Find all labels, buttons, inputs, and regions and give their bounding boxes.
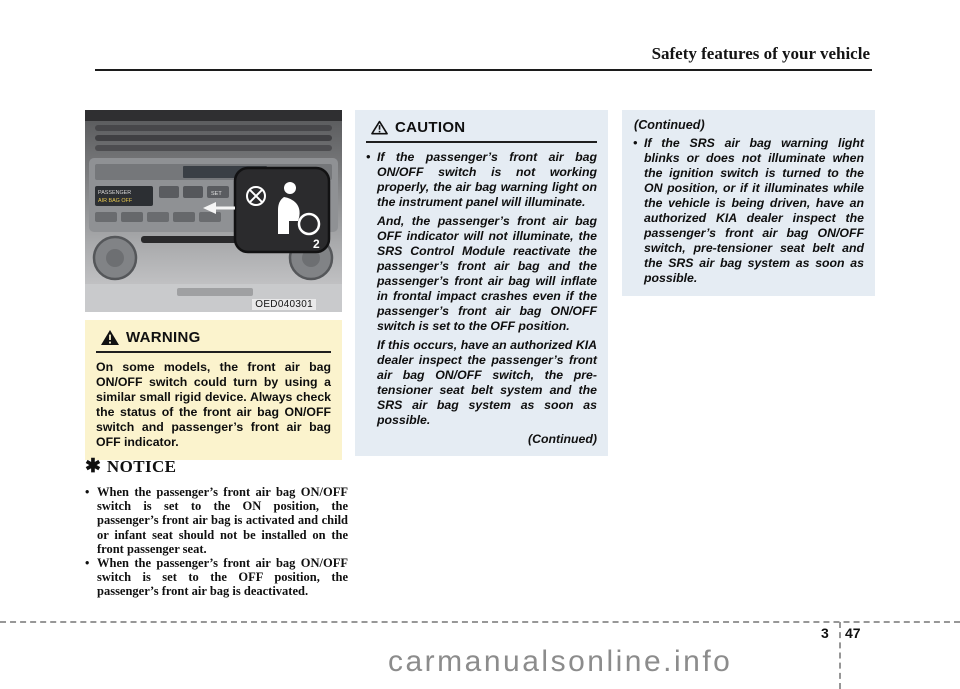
- notice-item: [85, 556, 348, 599]
- watermark: carmanualsonline.info: [388, 645, 733, 678]
- bullet-icon: •: [366, 150, 371, 164]
- caution-bullet-text: If the passenger’s front air bag ON/OFF switch is not working properly, the air bag warning light on the instrument panel will illuminate.: [377, 150, 597, 209]
- caution-title: CAUTION: [395, 119, 466, 136]
- bullet-icon: •: [85, 556, 90, 571]
- warning-body: On some models, the front air bag ON/OFF switch could turn by using a similar small rigid device. Always check the status of the front air bag ON/OFF switch and passenger’s front air bag OFF indicator.: [96, 360, 331, 449]
- notice-star-icon: ✱: [85, 456, 101, 477]
- page-number-divider: [839, 622, 841, 689]
- indicator-number: 2: [313, 237, 320, 251]
- page-number: 47: [845, 625, 861, 641]
- panel-button: [95, 212, 117, 222]
- knob-left-center: [106, 249, 124, 267]
- dashboard-figure: [85, 110, 342, 312]
- bullet-icon: •: [85, 485, 90, 499]
- footer-divider: [0, 621, 960, 623]
- continued-bullet-item: [633, 136, 864, 286]
- lower-slot: [177, 288, 253, 296]
- panel-button: [199, 212, 221, 222]
- continued-bullet-text: If the SRS air bag warning light blinks or does not illuminate when the ignition switch is turned to the ON position, or if it illuminates while the vehicle is being driven, have an authorized KIA dealer inspect the passenger’s front air bag ON/OFF switch, pre-tensioner seat belt and the SRS air bag system as soon as possible.: [644, 136, 864, 285]
- header-divider: [95, 69, 872, 71]
- figure-caption: OED040301: [252, 299, 316, 310]
- caution-paragraph: If this occurs, have an authorized KIA dealer inspect the passenger’s front air bag ON/OFF switch, the pre-tensioner seat belt system and the SRS air bag system as soon as possible.: [377, 338, 597, 427]
- notice-item: [85, 485, 348, 556]
- panel-label-line2: AIR BAG OFF: [98, 198, 133, 204]
- set-button-label: SET: [211, 191, 222, 197]
- panel-button: [183, 186, 203, 198]
- warning-title-row: [96, 328, 331, 353]
- caution-continued-box: [622, 110, 875, 296]
- caution-title-row: [366, 118, 597, 143]
- vent-slat: [95, 145, 332, 151]
- page-header-title: Safety features of your vehicle: [651, 44, 870, 63]
- continued-box-title: (Continued): [634, 118, 705, 132]
- notice-item-text: When the passenger’s front air bag ON/OFF switch is set to the ON position, the passenger’s front air bag is activated and child or infant seat should not be installed on the front passenger seat.: [97, 485, 348, 556]
- caution-exclamation-icon: [371, 120, 388, 135]
- caution-bullet-item: [366, 150, 597, 210]
- panel-label-line1: PASSENGER: [98, 190, 132, 196]
- chapter-number: 3: [821, 625, 829, 641]
- notice-heading: [85, 455, 176, 478]
- warning-box: [85, 320, 342, 460]
- vent-slat: [95, 135, 332, 141]
- panel-button: [173, 212, 195, 222]
- continued-label: (Continued): [528, 432, 597, 446]
- bullet-icon: •: [633, 136, 638, 150]
- caution-box: [355, 110, 608, 456]
- notice-title: NOTICE: [106, 457, 177, 476]
- dash-top-edge: [85, 110, 342, 121]
- warning-triangle-icon: [101, 330, 119, 345]
- panel-button: [147, 212, 169, 222]
- caution-paragraph: And, the passenger’s front air bag OFF indicator will not illuminate, the SRS Control Module reactivate the passenger’s front air bag and the passenger’s front air bag will inflate in frontal impact crashes even if the passenger’s front air bag ON/OFF switch is set to the OFF position.: [377, 214, 597, 333]
- panel-button: [121, 212, 143, 222]
- notice-list: [85, 485, 348, 599]
- warning-title: WARNING: [126, 329, 201, 346]
- notice-item-text: When the passenger’s front air bag ON/OFF switch is set to the OFF position, the passenger’s front air bag is deactivated.: [97, 556, 348, 599]
- dashboard-photo: [85, 110, 342, 312]
- vent-slat: [95, 125, 332, 131]
- panel-button: [159, 186, 179, 198]
